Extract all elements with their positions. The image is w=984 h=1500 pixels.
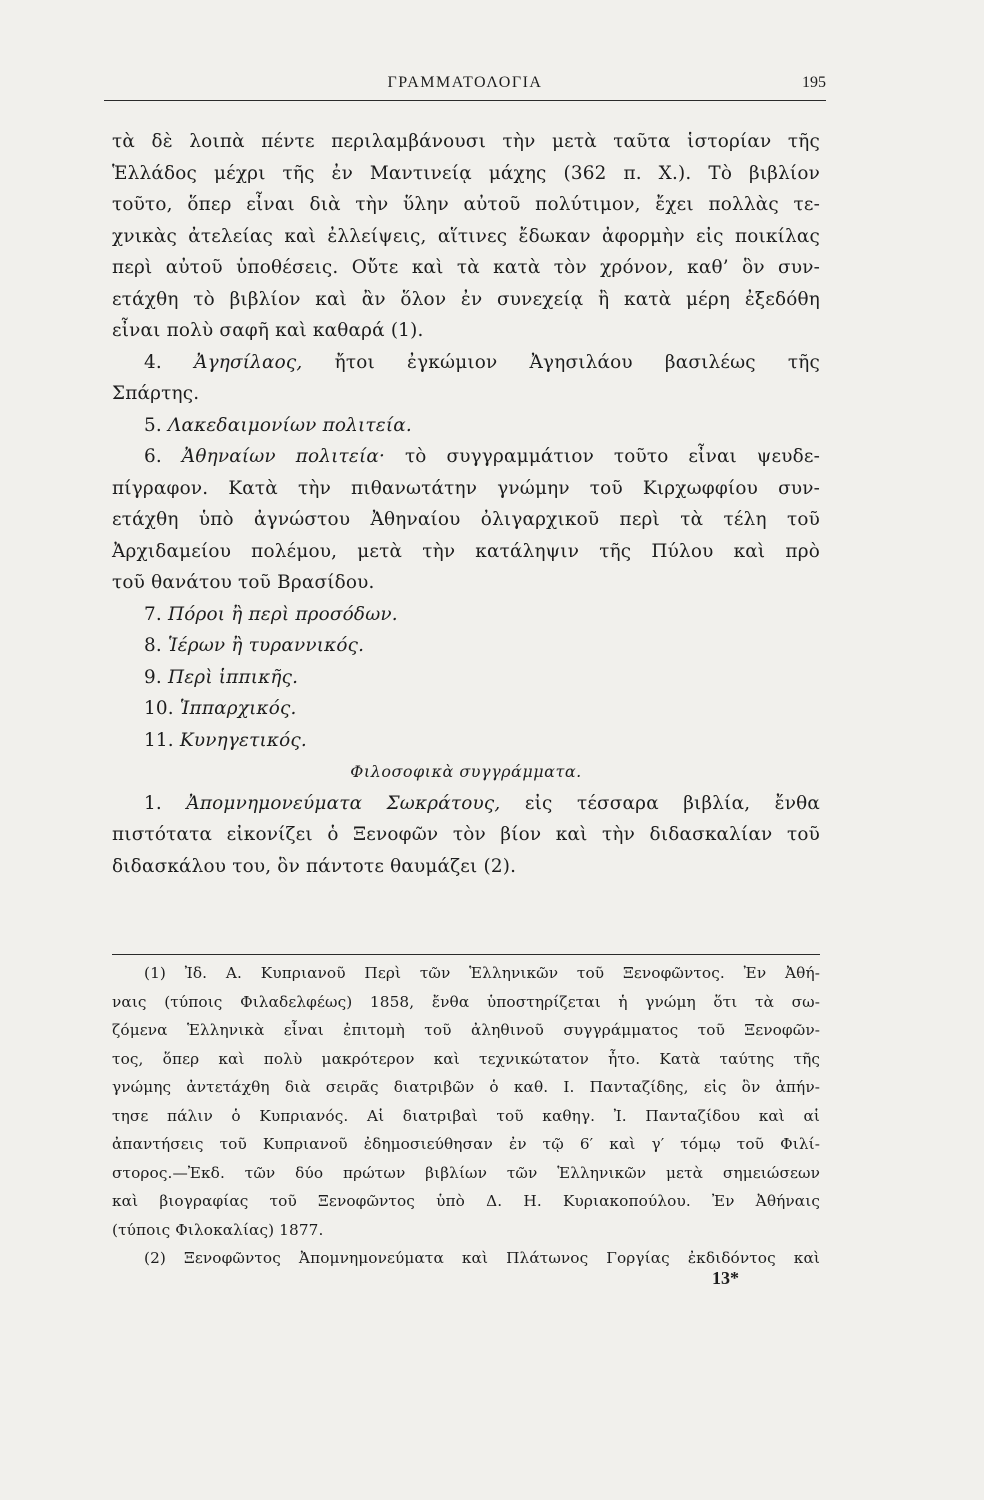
line-text: διδασκάλου του, ὃν πάντοτε θαυμάζει xyxy=(112,855,478,877)
text-line xyxy=(112,851,820,883)
work-title: Περὶ ἱππικῆς. xyxy=(168,666,299,688)
text-line: Ἀρχιδαμείου πολέμου, μετὰ τὴν κατάληψιν τῆς Πύλου καὶ πρὸ xyxy=(112,540,820,562)
footnote-line: (1) Ἰδ. Α. Κυπριανοῦ Περὶ τῶν Ἑλληνικῶν τοῦ Ξενοφῶντος. Ἐν Ἀθή- xyxy=(144,964,820,982)
list-item xyxy=(112,662,820,694)
item-number: 1. xyxy=(144,792,162,814)
text-line: Ἑλλάδος μέχρι τῆς ἐν Μαντινείᾳ μάχης (362 π. Χ.). Τὸ βιβλίον xyxy=(112,162,820,184)
text-line: τὰ δὲ λοιπὰ πέντε περιλαμβάνουσι τὴν μετὰ ταῦτα ἱστορίαν τῆς xyxy=(112,131,820,152)
line-text: εἶναι πολὺ σαφῆ καὶ καθαρά xyxy=(112,320,385,341)
text-line: πιστότατα εἰκονίζει ὁ Ξενοφῶν τὸν βίον καὶ τὴν διδασκαλίαν τοῦ xyxy=(112,824,820,845)
main-text xyxy=(112,126,820,882)
text-line xyxy=(112,315,820,347)
work-title: Πόροι ἢ περὶ προσόδων. xyxy=(168,603,398,625)
footnote-ref: (2). xyxy=(483,855,517,877)
item-number: 11. xyxy=(144,729,174,751)
item-number: 8. xyxy=(144,635,162,656)
page-header xyxy=(104,72,826,101)
list-item xyxy=(112,788,820,820)
text-line: τοῦτο, ὅπερ εἶναι διὰ τὴν ὕλην αὐτοῦ πολύτιμον, ἔχει πολλὰς τε- xyxy=(112,194,820,215)
item-number: 9. xyxy=(144,666,162,688)
signature-mark: 13* xyxy=(712,1268,739,1288)
list-item xyxy=(112,599,820,631)
footnote-line: ναις (τύποις Φιλαδελφέως) 1858, ἔνθα ὑποστηρίζεται ἡ γνώμη ὅτι τὰ σω- xyxy=(112,992,820,1011)
text-line: πίγραφον. Κατὰ τὴν πιθανωτάτην γνώμην τοῦ Κιρχωφφίου συν- xyxy=(112,477,820,499)
work-title: Ἀγησίλαος, xyxy=(194,351,303,373)
item-number: 5. xyxy=(144,414,162,436)
footnote-line: (τύποις Φιλοκαλίας) 1877. xyxy=(112,1220,324,1239)
footnote-line: γνώμης ἀντετάχθη διὰ σειρᾶς διατριβῶν ὁ καθ. Ι. Πανταζίδης, εἰς ὃν ἀπήν- xyxy=(112,1078,820,1096)
list-item xyxy=(112,725,820,757)
list-item xyxy=(112,347,820,379)
text-line: περὶ αὐτοῦ ὑποθέσεις. Οὔτε καὶ τὰ κατὰ τὸν χρόνον, καθ’ ὃν συν- xyxy=(112,257,820,278)
item-text: εἰς τέσσαρα βιβλία, ἔνθα xyxy=(524,792,820,814)
list-item xyxy=(112,693,820,725)
text-line: ετάχθη τὸ βιβλίον καὶ ἂν ὅλον ἐν συνεχείᾳ ἢ κατὰ μέρη ἐξεδόθη xyxy=(112,288,820,310)
item-number: 6. xyxy=(144,446,162,467)
page-number: 195 xyxy=(802,74,826,91)
footnotes xyxy=(112,954,820,1273)
footnote-line: τησε πάλιν ὁ Κυπριανός. Αἱ διατριβαὶ τοῦ καθηγ. Ἰ. Πανταζίδου καὶ αἱ xyxy=(112,1106,820,1125)
running-title: ΓΡΑΜΜΑΤΟΛΟΓΙΑ xyxy=(387,74,543,91)
footnote-line: ζόμενα Ἑλληνικὰ εἶναι ἐπιτομὴ τοῦ ἀληθινοῦ συγγράμματος τοῦ Ξενοφῶν- xyxy=(112,1021,820,1039)
text-line: Σπάρτης. xyxy=(112,383,200,404)
work-title: Ἀθηναίων πολιτεία· xyxy=(181,446,386,467)
work-title: Κυνηγετικός. xyxy=(179,729,307,751)
item-number: 10. xyxy=(144,698,174,719)
footnote-line: ἀπαντήσεις τοῦ Κυπριανοῦ ἐδημοσιεύθησαν ἐν τῷ 6′ καὶ γ′ τόμῳ τοῦ Φιλί- xyxy=(112,1135,820,1153)
work-title: Ἱέρων ἢ τυραννικός. xyxy=(168,635,365,656)
section-heading: Φιλοσοφικὰ συγγράμματα. xyxy=(350,762,582,781)
work-title: Λακεδαιμονίων πολιτεία. xyxy=(168,414,412,436)
footnote-line: στορος.—Ἐκδ. τῶν δύο πρώτων βιβλίων τῶν Ἑλληνικῶν μετὰ σημειώσεων xyxy=(112,1163,820,1182)
item-text: τὸ συγγραμμάτιον τοῦτο εἶναι ψευδε- xyxy=(404,446,821,467)
list-item xyxy=(112,441,820,473)
footnote-line: καὶ βιογραφίας τοῦ Ξενοφῶντος ὑπὸ Δ. Η. Κυριακοπούλου. Ἐν Ἀθήναις xyxy=(112,1192,820,1210)
text-line: τοῦ θανάτου τοῦ Βρασίδου. xyxy=(112,572,375,593)
item-text: ἤτοι ἐγκώμιον Ἀγησιλάου βασιλέως τῆς xyxy=(334,351,821,373)
work-title: Ἱππαρχικός. xyxy=(179,698,297,719)
footnote-line: τος, ὅπερ καὶ πολὺ μακρότερον καὶ τεχνικώτατον ἦτο. Κατὰ ταύτης τῆς xyxy=(112,1049,820,1068)
list-item xyxy=(112,410,820,442)
footnote-line: (2) Ξενοφῶντος Ἀπομνημονεύματα καὶ Πλάτωνος Γοργίας ἐκδιδόντος καὶ xyxy=(144,1249,820,1267)
footnote-ref: (1). xyxy=(390,320,424,341)
text-line: χνικὰς ἀτελείας καὶ ἐλλείψεις, αἵτινες ἔδωκαν ἀφορμὴν εἰς ποικίλας xyxy=(112,225,820,247)
list-item xyxy=(112,630,820,662)
item-number: 7. xyxy=(144,603,162,625)
item-number: 4. xyxy=(144,351,162,373)
text-line: ετάχθη ὑπὸ ἀγνώστου Ἀθηναίου ὀλιγαρχικοῦ περὶ τὰ τέλη τοῦ xyxy=(112,509,820,530)
work-title: Ἀπομνημονεύματα Σωκράτους, xyxy=(186,792,501,814)
